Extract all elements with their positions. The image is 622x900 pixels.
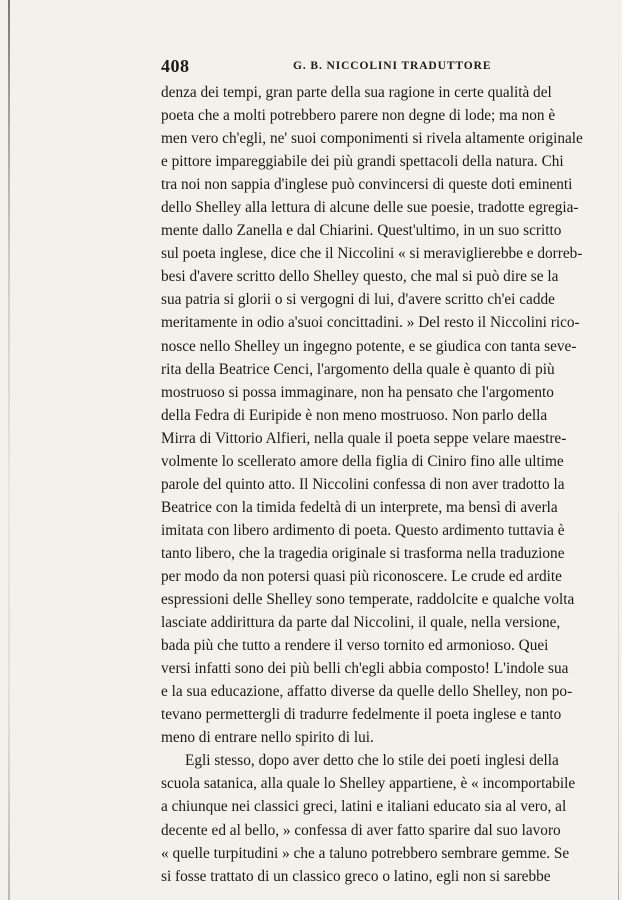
text-line: imitata con libero ardimento di poeta. Questo ardimento tuttavia è xyxy=(161,521,565,539)
text-line: versi infatti sono dei più belli ch'egli abbia composto! L'indole sua xyxy=(161,660,569,678)
text-line: tanto libero, che la tragedia originale si trasforma nella traduzione xyxy=(161,544,565,562)
text-line: meno di entrare nello spirito di lui. xyxy=(161,729,374,747)
text-line: poeta che a molti potrebbero parere non degne di lode; ma non è xyxy=(161,107,556,125)
text-line: meritamente in odio a'suoi concittadini. » Del resto il Niccolini rico- xyxy=(161,314,580,332)
text-line: rita della Beatrice Cenci, l'argomento della quale è quanto di più xyxy=(161,360,555,378)
text-line: della Fedra di Euripide è non meno mostruoso. Non parlo della xyxy=(161,406,548,424)
text-line: mente dallo Zanella e dal Chiarini. Quest'ultimo, in un suo scritto xyxy=(161,222,562,240)
text-line: « quelle turpitudini » che a taluno potrebbero sembrare gemme. Se xyxy=(161,844,570,862)
text-line: denza dei tempi, gran parte della sua ragione in certe qualità del xyxy=(161,84,552,101)
text-line: tevano permettergli di tradurre fedelmente il poeta inglese e tanto xyxy=(161,706,562,724)
page-right-edge xyxy=(618,0,619,900)
text-line: mostruoso si possa immaginare, non ha pensato che l'argomento xyxy=(161,383,554,401)
page-number: 408 xyxy=(161,56,190,76)
text-line: e pittore impareggiabile dei più grandi spettacoli della natura. Chi xyxy=(161,153,564,171)
text-line: sul poeta inglese, dice che il Niccolini « si meraviglierebbe e dorreb- xyxy=(161,245,583,263)
text-line: a chiunque nei classici greci, latini e italiani educato sia al vero, al xyxy=(161,798,567,816)
text-line: nosce nello Shelley un ingegno potente, e se giudica con tanta seve- xyxy=(161,337,577,355)
text-line: tra noi non sappia d'inglese può convincersi di queste doti eminenti xyxy=(161,176,573,194)
text-line: per modo da non potersi quasi più riconoscere. Le crude ed ardite xyxy=(161,567,562,585)
text-line: Beatrice con la timida fedeltà di un interprete, ma bensì di averla xyxy=(161,498,558,516)
text-line: bada più che tutto a rendere il verso tornito ed armonioso. Quei xyxy=(161,637,549,655)
page-header xyxy=(161,56,541,78)
text-line: parole del quinto atto. Il Niccolini confessa di non aver tradotto la xyxy=(161,475,565,493)
text-line: si fosse trattato di un classico greco o latino, egli non si sarebbe xyxy=(161,867,551,885)
text-line: sua patria si glorii o si vergogni di lui, d'avere scritto ch'ei cadde xyxy=(161,291,555,309)
text-line-paragraph-start: Egli stesso, dopo aver detto che lo stile dei poeti inglesi della xyxy=(185,752,559,770)
text-line: e la sua educazione, affatto diverse da quelle dello Shelley, non po- xyxy=(161,683,573,701)
running-head: G. B. NICCOLINI TRADUTTORE xyxy=(293,60,492,72)
text-line: espressioni delle Shelley sono temperate, raddolcite e qualche volta xyxy=(161,591,575,609)
text-line: lasciate addirittura da parte dal Niccolini, il quale, nella versione, xyxy=(161,614,561,632)
page-binding-edge xyxy=(8,0,10,900)
text-line: besi d'avere scritto dello Shelley questo, che mal si può dire se la xyxy=(161,268,559,286)
text-line: dello Shelley alla lettura di alcune delle sue poesie, tradotte egregia- xyxy=(161,199,579,217)
text-line: scuola satanica, alla quale lo Shelley appartiene, è « incomportabile xyxy=(161,775,576,793)
text-line: decente ed al bello, » confessa di aver fatto sparire dal suo lavoro xyxy=(161,821,561,839)
body-text xyxy=(161,81,583,888)
text-line: volmente lo scellerato amore della figlia di Ciniro fino alle ultime xyxy=(161,452,564,470)
text-line: men vero ch'egli, ne' suoi componimenti si rivela altamente originale xyxy=(161,130,583,148)
text-line: Mirra di Vittorio Alfieri, nella quale il poeta seppe velare maestre- xyxy=(161,429,567,447)
